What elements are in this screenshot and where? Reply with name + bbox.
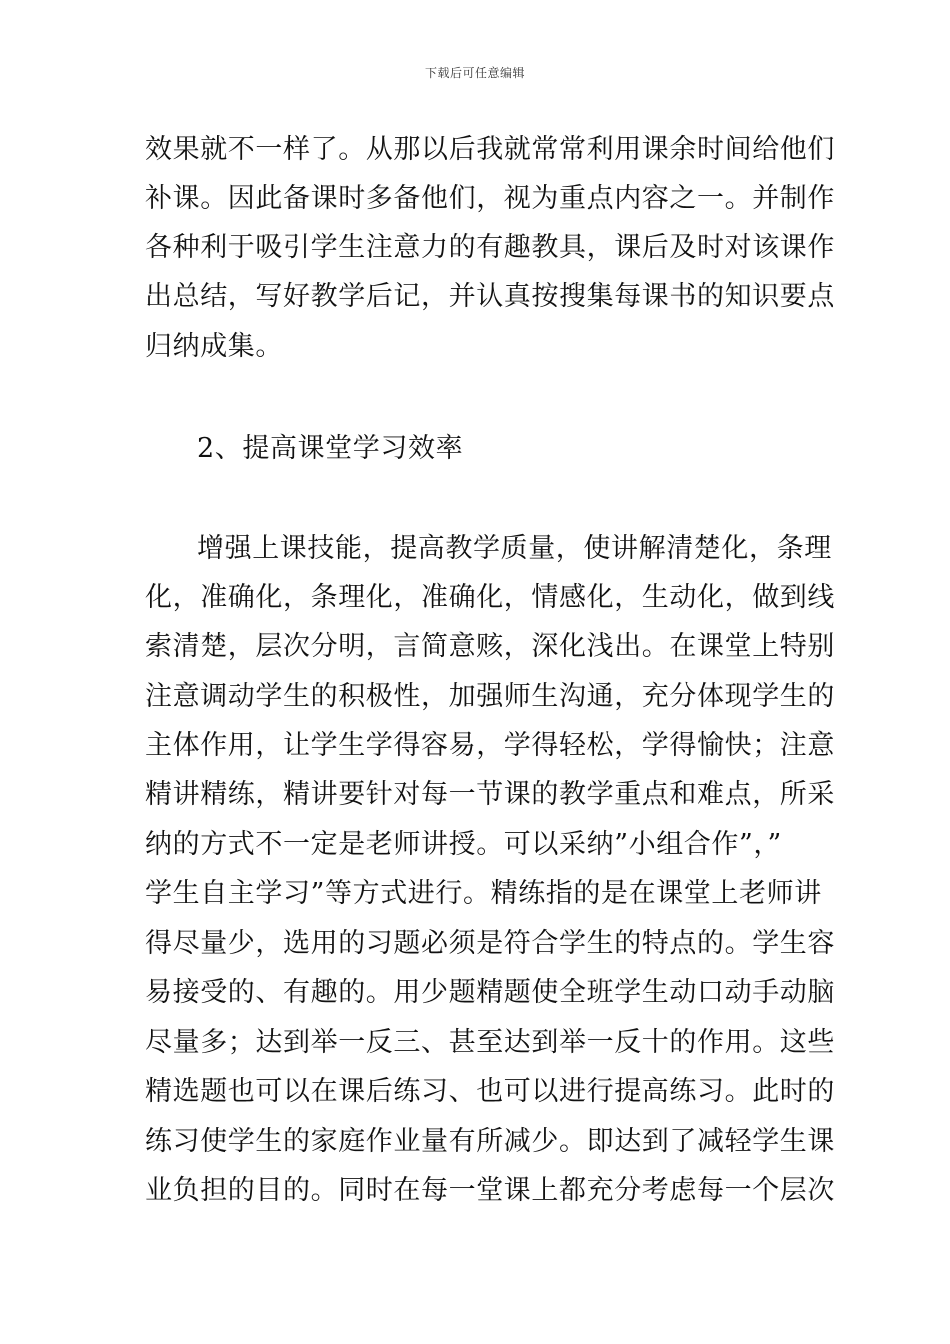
text-line: 精选题也可以在课后练习、也可以进行提高练习。此时的 bbox=[145, 1076, 835, 1107]
text-line: 学生自主学习”等方式进行。精练指的是在课堂上老师讲 bbox=[145, 878, 822, 909]
text-line: 精讲精练，精讲要针对每一节课的教学重点和难点，所采 bbox=[145, 779, 835, 810]
text-line: 注意调动学生的积极性，加强师生沟通，充分体现学生的 bbox=[145, 681, 835, 712]
text-line: 归纳成集。 bbox=[145, 331, 283, 362]
text-line: 出总结，写好教学后记，并认真按搜集每课书的知识要点 bbox=[145, 281, 835, 312]
text-line: 业负担的目的。同时在每一堂课上都充分考虑每一个层次 bbox=[145, 1175, 835, 1206]
text-line: 各种利于吸引学生注意力的有趣教具，课后及时对该课作 bbox=[145, 232, 835, 263]
text-line: 补课。因此备课时多备他们，视为重点内容之一。并制作 bbox=[145, 183, 835, 214]
page-header: 下载后可任意编辑 bbox=[424, 66, 525, 80]
text-line: 尽量多；达到举一反三、甚至达到举一反十的作用。这些 bbox=[145, 1027, 835, 1058]
text-line: 索清楚，层次分明，言简意赅，深化浅出。在课堂上特别 bbox=[145, 631, 835, 662]
text-line: 纳的方式不一定是老师讲授。可以采纳”小组合作”，” bbox=[145, 829, 782, 860]
text-line: 得尽量少，选用的习题必须是符合学生的特点的。学生容 bbox=[145, 928, 835, 959]
text-line: 化，准确化，条理化，准确化，情感化，生动化，做到线 bbox=[145, 582, 835, 613]
text-line: 练习使学生的家庭作业量有所减少。即达到了减轻学生课 bbox=[145, 1126, 835, 1157]
text-line: 主体作用，让学生学得容易，学得轻松，学得愉快；注意 bbox=[145, 730, 835, 761]
text-line: 增强上课技能，提高教学质量，使讲解清楚化，条理 bbox=[197, 533, 832, 564]
text-line: 效果就不一样了。从那以后我就常常利用课余时间给他们 bbox=[145, 134, 835, 165]
text-line: 易接受的、有趣的。用少题精题使全班学生动口动手动脑 bbox=[145, 977, 835, 1008]
section-heading: 2、提高课堂学习效率 bbox=[197, 433, 464, 464]
